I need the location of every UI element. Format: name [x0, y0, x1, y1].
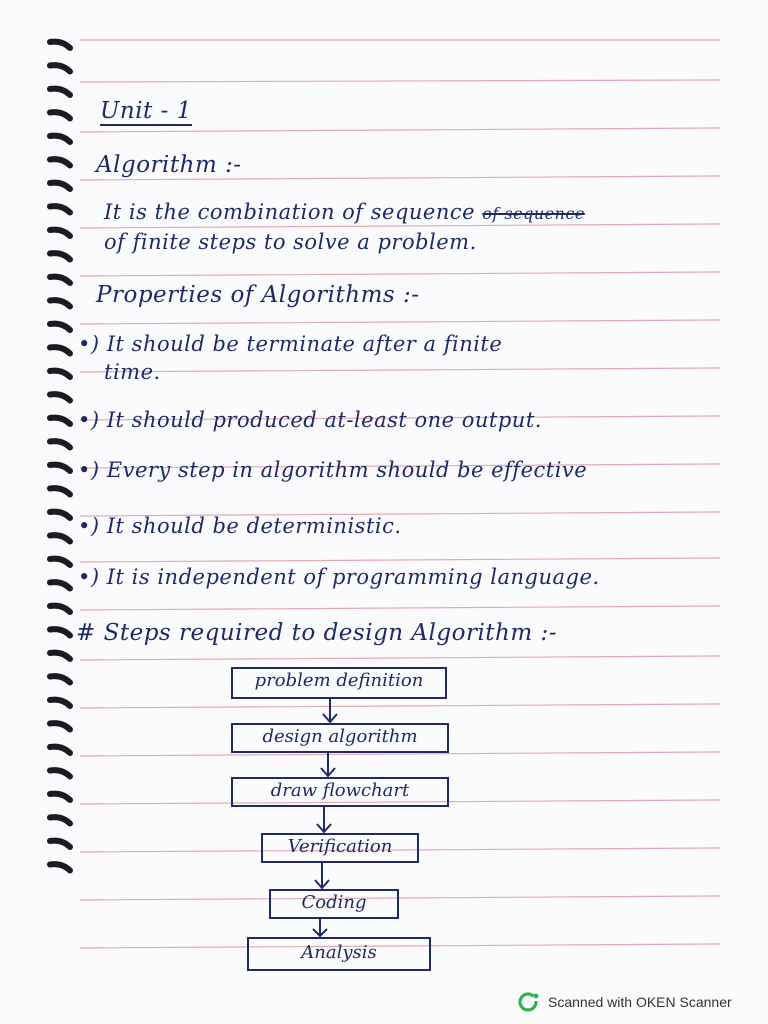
flow-arrow-4: [315, 862, 329, 888]
flow-arrow-1: [323, 698, 337, 722]
property-5: •) It is independent of programming language.: [78, 565, 600, 589]
definition-heading: Algorithm :-: [96, 152, 242, 178]
definition-line-2: of finite steps to solve a problem.: [104, 230, 477, 254]
flow-arrow-2: [321, 752, 335, 776]
steps-heading: # Steps required to design Algorithm :-: [76, 620, 557, 646]
flow-label-design-algorithm: design algorithm: [262, 726, 418, 747]
watermark-text: Scanned with OKEN Scanner: [548, 994, 732, 1010]
flow-arrow-3: [317, 806, 331, 832]
scanner-logo-icon: [518, 991, 540, 1013]
unit-heading: Unit - 1: [100, 98, 192, 124]
flow-label-draw-flowchart: draw flowchart: [270, 780, 410, 801]
flow-label-verification: Verification: [287, 836, 393, 857]
flow-label-problem-definition: problem definition: [254, 670, 424, 691]
flow-label-coding: Coding: [301, 892, 367, 913]
scanner-watermark: [518, 990, 732, 1014]
property-1: •) It should be terminate after a finite: [78, 332, 503, 356]
property-1-continued: time.: [104, 360, 161, 384]
properties-heading: Properties of Algorithms :-: [96, 282, 420, 308]
property-4: •) It should be deterministic.: [78, 514, 402, 538]
struck-text: of sequence: [482, 204, 585, 223]
property-2: •) It should produced at-least one output.: [78, 408, 542, 432]
definition-text-1: It is the combination of sequence: [104, 200, 476, 224]
flow-arrow-5: [313, 918, 327, 936]
property-3: •) Every step in algorithm should be effective: [78, 458, 588, 482]
flow-label-analysis: Analysis: [301, 942, 377, 963]
